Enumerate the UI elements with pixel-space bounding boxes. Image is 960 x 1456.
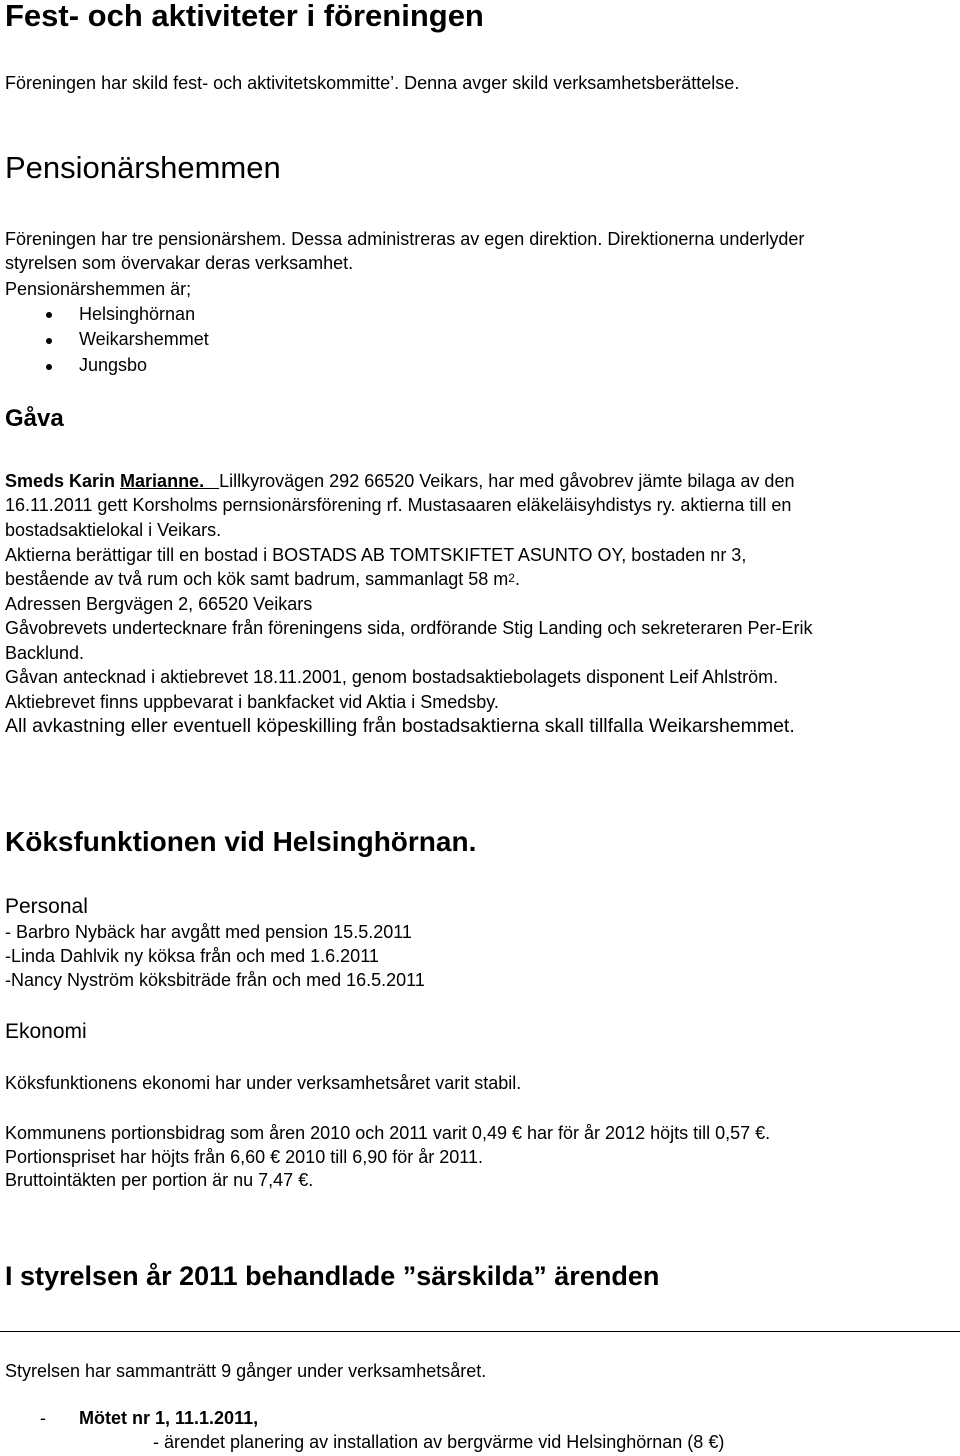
gava-line-1 <box>5 471 794 492</box>
divider <box>0 1331 960 1332</box>
heading-ekonomi: Ekonomi <box>5 1020 87 1043</box>
gava-line-10: Aktiebrevet finns uppbevarat i bankfacket vid Aktia i Smedsby. <box>5 692 499 712</box>
gava-line-6: Adressen Bergvägen 2, 66520 Veikars <box>5 594 313 614</box>
donor-name-underlined: Marianne. <box>120 471 205 491</box>
gava-line-7: Gåvobrevets undertecknare från föreningens sida, ordförande Stig Landing och sekreteraren Per-Erik <box>5 618 813 638</box>
personal-item-3: -Nancy Nyström köksbiträde från och med 16.5.2011 <box>5 970 425 990</box>
heading-gava: Gåva <box>5 405 64 432</box>
heading-kok: Köksfunktionen vid Helsinghörnan. <box>5 826 477 857</box>
ekonomi-text: Bruttointäkten per portion är nu 7,47 <box>5 1170 299 1190</box>
donor-address-underline <box>209 471 219 491</box>
ekonomi-line-4 <box>5 1170 313 1191</box>
gava-line-5 <box>5 569 520 590</box>
meeting-sub-item-end: ) <box>718 1432 725 1452</box>
donor-name: Smeds Karin <box>5 471 121 491</box>
fest-text: Föreningen har skild fest- och aktivitetskommitte’. Denna avger skild verksamhetsberättelse. <box>5 73 740 93</box>
ekonomi-line-1: Köksfunktionens ekonomi har under verksamhetsåret varit stabil. <box>5 1073 522 1093</box>
bullet-icon <box>46 338 52 344</box>
ekonomi-text: . <box>308 1170 314 1190</box>
heading-personal: Personal <box>5 895 88 918</box>
heading-styrelsen: I styrelsen år 2011 behandlade ”särskilda” ärenden <box>5 1261 660 1291</box>
ekonomi-text: . <box>765 1123 771 1143</box>
euro-icon: € <box>298 1170 309 1190</box>
ekonomi-text: Portionspriset har höjts från 6,60 <box>5 1147 271 1167</box>
gava-line-8: Backlund. <box>5 643 85 663</box>
heading-fest: Fest- och aktiviteter i föreningen <box>5 0 484 33</box>
ekonomi-text: har för år 2012 höjts till 0,57 <box>522 1123 756 1143</box>
euro-icon: € <box>755 1123 766 1143</box>
gava-line-9: Gåvan antecknad i aktiebrevet 18.11.2001, genom bostadsaktiebolagets disponent Leif Ahlström. <box>5 667 779 687</box>
superscript-2: 2 <box>508 571 515 585</box>
meeting-dash: - <box>40 1408 46 1428</box>
styrelsen-text: Styrelsen har sammanträtt 9 gånger under verksamhetsåret. <box>5 1361 487 1381</box>
bullet-icon <box>46 364 52 370</box>
pension-line-3: Pensionärshemmen är; <box>5 279 192 299</box>
ekonomi-text: Kommunens portionsbidrag som åren 2010 och 2011 varit 0,49 <box>5 1123 512 1143</box>
bullet-icon <box>46 312 52 318</box>
pension-line-1: Föreningen har tre pensionärshem. Dessa administreras av egen direktion. Direktionerna underlyder <box>5 229 805 249</box>
pension-item-1: Helsinghörnan <box>79 304 196 324</box>
gava-line-5-end: . <box>514 569 520 589</box>
gava-line-11: All avkastning eller eventuell köpeskilling från bostadsaktierna skall tillfalla Weikarshemmet. <box>5 715 795 737</box>
ekonomi-text: 2010 till 6,90 för år 2011. <box>280 1147 483 1167</box>
meeting-sub-item <box>153 1432 724 1453</box>
euro-icon: € <box>270 1147 281 1167</box>
meeting-title: Mötet nr 1, 11.1.2011, <box>79 1408 259 1428</box>
heading-pension: Pensionärshemmen <box>5 150 281 185</box>
meeting-sub-item-text: - ärendet planering av installation av bergvärme vid Helsinghörnan (8 <box>153 1432 709 1452</box>
euro-icon: € <box>708 1432 719 1452</box>
pension-item-2: Weikarshemmet <box>79 329 209 349</box>
personal-item-1: - Barbro Nybäck har avgått med pension 15.5.2011 <box>5 922 412 942</box>
ekonomi-line-2 <box>5 1123 770 1144</box>
gava-line-4: Aktierna berättigar till en bostad i BOSTADS AB TOMTSKIFTET ASUNTO OY, bostaden nr 3, <box>5 545 747 565</box>
gava-line-5-text: bestående av två rum och kök samt badrum, sammanlagt 58 m <box>5 569 509 589</box>
gava-line-3: bostadsaktielokal i Veikars. <box>5 520 222 540</box>
gava-line-2: 16.11.2011 gett Korsholms pernsionärsförening rf. Mustasaaren eläkeläisyhdistys ry. aktierna till en <box>5 495 792 515</box>
personal-item-2: -Linda Dahlvik ny köksa från och med 1.6.2011 <box>5 946 379 966</box>
donor-address: Lillkyrovägen 292 66520 Veikars, har med gåvobrev jämte bilaga av den <box>219 471 795 491</box>
pension-item-3: Jungsbo <box>79 355 148 375</box>
ekonomi-line-3 <box>5 1147 483 1168</box>
pension-line-2: styrelsen som övervakar deras verksamhet. <box>5 253 354 273</box>
euro-icon: € <box>511 1123 522 1143</box>
